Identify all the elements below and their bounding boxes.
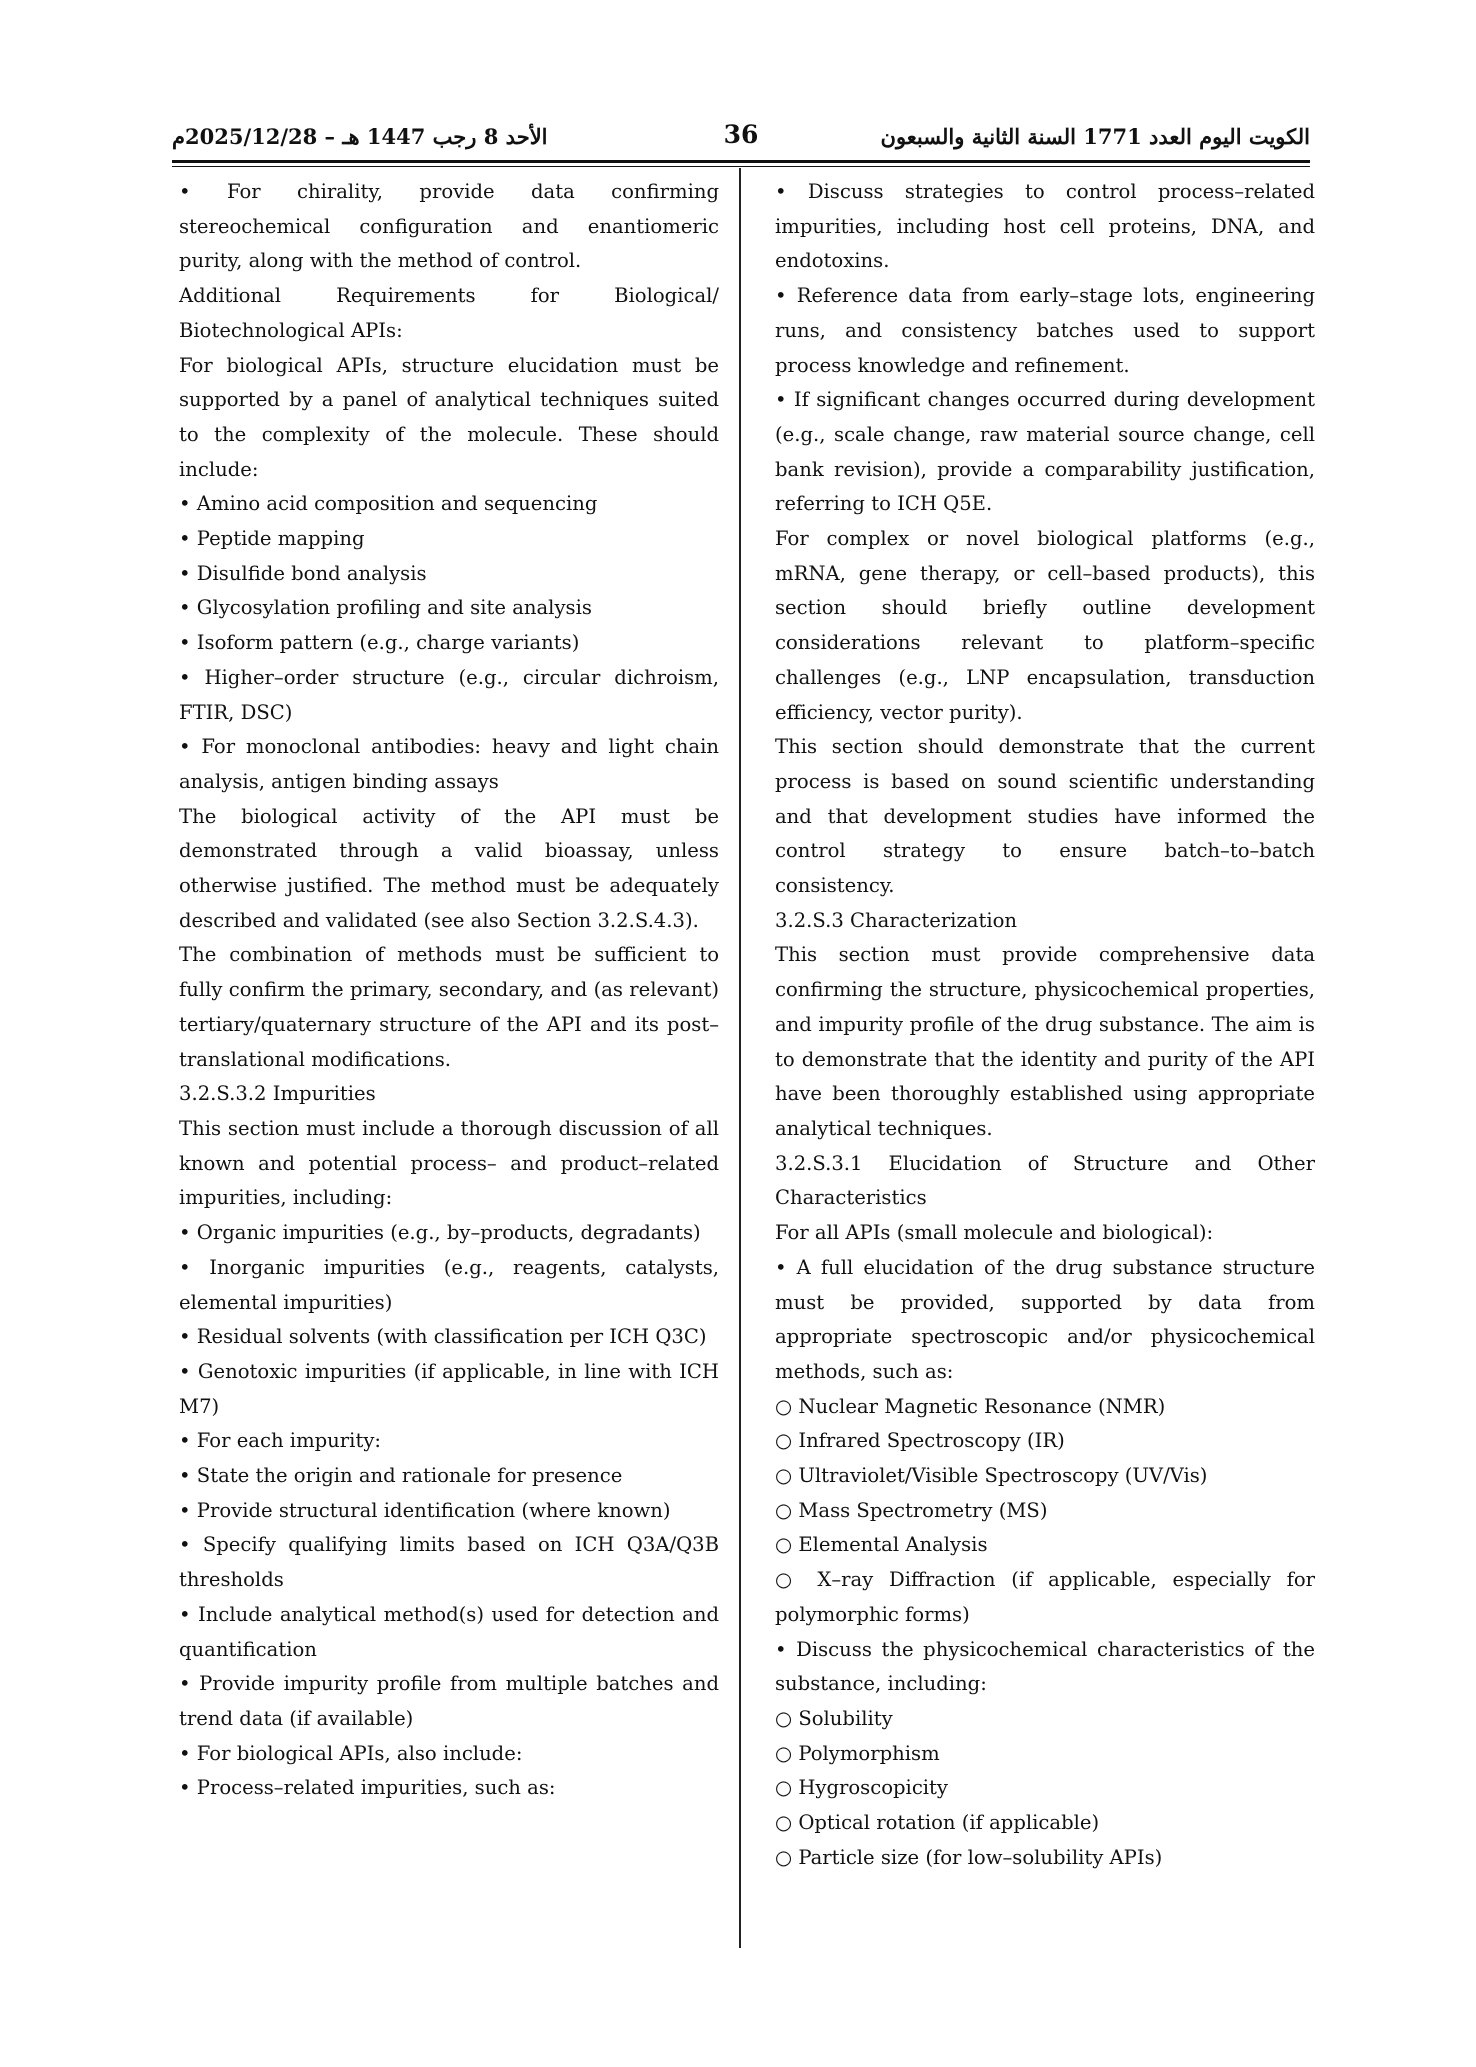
sub-list-item: ○ Ultraviolet/Visible Spectroscopy (UV/Vis) bbox=[775, 1464, 1208, 1488]
issue-date: الأحد 8 رجب 1447 هـ – 2025/12/28م bbox=[172, 124, 548, 149]
sub-list-item: ○ Optical rotation (if applicable) bbox=[775, 1811, 1100, 1835]
header-rule-thick bbox=[172, 160, 1310, 163]
paragraph: This section should demonstrate that the current process is based on sound scientific understanding and that development studies have informed the control strategy to ensure batch–to–batch consistency. bbox=[775, 735, 1315, 898]
page-header bbox=[172, 118, 1310, 158]
list-item: • Genotoxic impurities (if applicable, in line with ICH M7) bbox=[179, 1359, 719, 1418]
list-item: • Provide structural identification (where known) bbox=[179, 1498, 671, 1522]
paragraph: For biological APIs, structure elucidation must be supported by a panel of analytical techniques suited to the complexity of the molecule. These should include: bbox=[179, 353, 719, 481]
sub-list-item: ○ X–ray Diffraction (if applicable, especially for polymorphic forms) bbox=[775, 1568, 1315, 1626]
sub-list-item: ○ Hygroscopicity bbox=[775, 1776, 949, 1800]
paragraph: Additional Requirements for Biological/ Biotechnological APIs: bbox=[179, 284, 719, 342]
paragraph: The biological activity of the API must be demonstrated through a valid bioassay, unless otherwise justified. The method must be adequately described and validated (see also Section 3.2.S.4.3). bbox=[179, 804, 719, 932]
right-column bbox=[775, 175, 1315, 1875]
paragraph: This section must provide comprehensive data confirming the structure, physicochemical properties, and impurity profile of the drug substance. The aim is to demonstrate that the identity and purity of the API have been thoroughly established using appropriate analytical techniques. bbox=[775, 943, 1315, 1140]
sub-list-item: ○ Solubility bbox=[775, 1706, 893, 1730]
header-rule-thin bbox=[172, 166, 1310, 167]
list-item: • A full elucidation of the drug substance structure must be provided, supported by data from appropriate spectroscopic and/or physicochemical methods, such as: bbox=[775, 1255, 1315, 1383]
paragraph: For all APIs (small molecule and biological): bbox=[775, 1221, 1214, 1245]
list-item: • Reference data from early–stage lots, engineering runs, and consistency batches used to support process knowledge and refinement. bbox=[775, 284, 1315, 377]
sub-list-item: ○ Particle size (for low–solubility APIs) bbox=[775, 1845, 1163, 1869]
list-item: • Higher–order structure (e.g., circular dichroism, FTIR, DSC) bbox=[179, 665, 719, 724]
list-item: • Peptide mapping bbox=[179, 527, 365, 551]
list-item: • Glycosylation profiling and site analysis bbox=[179, 596, 592, 620]
list-item: • Specify qualifying limits based on ICH Q3A/Q3B thresholds bbox=[179, 1533, 719, 1592]
sub-list-item: ○ Infrared Spectroscopy (IR) bbox=[775, 1429, 1065, 1453]
gazette-issue-label: الكويت اليوم العدد 1771 السنة الثانية والسبعون bbox=[880, 124, 1310, 149]
list-item: • Residual solvents (with classification per ICH Q3C) bbox=[179, 1325, 707, 1349]
paragraph: For complex or novel biological platforms (e.g., mRNA, gene therapy, or cell–based products), this section should briefly outline development considerations relevant to platform–specific challenges (e.g., LNP encapsulation, transduction efficiency, vector purity). bbox=[775, 527, 1315, 724]
list-item: • Isoform pattern (e.g., charge variants) bbox=[179, 631, 580, 655]
list-item: • Discuss the physicochemical characteristics of the substance, including: bbox=[775, 1637, 1315, 1696]
section-heading: 3.2.S.3.2 Impurities bbox=[179, 1082, 376, 1106]
list-item: • Amino acid composition and sequencing bbox=[179, 492, 598, 516]
list-item: • Disulfide bond analysis bbox=[179, 561, 427, 585]
sub-list-item: ○ Elemental Analysis bbox=[775, 1533, 988, 1557]
list-item: • For monoclonal antibodies: heavy and light chain analysis, antigen binding assays bbox=[179, 735, 719, 793]
list-item: • Process–related impurities, such as: bbox=[179, 1776, 556, 1800]
section-heading: 3.2.S.3 Characterization bbox=[775, 908, 1018, 932]
list-item: • For each impurity: bbox=[179, 1429, 381, 1453]
list-item: • Discuss strategies to control process–related impurities, including host cell proteins, DNA, and endotoxins. bbox=[775, 180, 1315, 273]
paragraph: • For chirality, provide data confirming stereochemical configuration and enantiomeric purity, along with the method of control. bbox=[179, 180, 719, 273]
list-item: • Provide impurity profile from multiple batches and trend data (if available) bbox=[179, 1672, 719, 1730]
sub-list-item: ○ Polymorphism bbox=[775, 1741, 940, 1765]
list-item: • For biological APIs, also include: bbox=[179, 1741, 523, 1765]
paragraph: The combination of methods must be sufficient to fully confirm the primary, secondary, and (as relevant) tertiary/quaternary structure of the API and its post–translational modifications. bbox=[179, 943, 719, 1071]
sub-list-item: ○ Mass Spectrometry (MS) bbox=[775, 1498, 1048, 1522]
column-divider bbox=[739, 168, 741, 1948]
list-item: • State the origin and rationale for presence bbox=[179, 1464, 623, 1488]
section-heading: 3.2.S.3.1 Elucidation of Structure and Other Characteristics bbox=[775, 1151, 1315, 1210]
list-item: • If significant changes occurred during development (e.g., scale change, raw material source change, cell bank revision), provide a comparability justification, referring to ICH Q5E. bbox=[775, 388, 1315, 516]
list-item: • Include analytical method(s) used for detection and quantification bbox=[179, 1602, 719, 1661]
list-item: • Organic impurities (e.g., by–products, degradants) bbox=[179, 1221, 701, 1245]
list-item: • Inorganic impurities (e.g., reagents, catalysts, elemental impurities) bbox=[179, 1255, 719, 1314]
left-column bbox=[179, 175, 719, 1806]
sub-list-item: ○ Nuclear Magnetic Resonance (NMR) bbox=[775, 1394, 1166, 1418]
paragraph: This section must include a thorough discussion of all known and potential process– and product–related impurities, including: bbox=[179, 1116, 719, 1210]
page-number: 36 bbox=[723, 120, 759, 149]
